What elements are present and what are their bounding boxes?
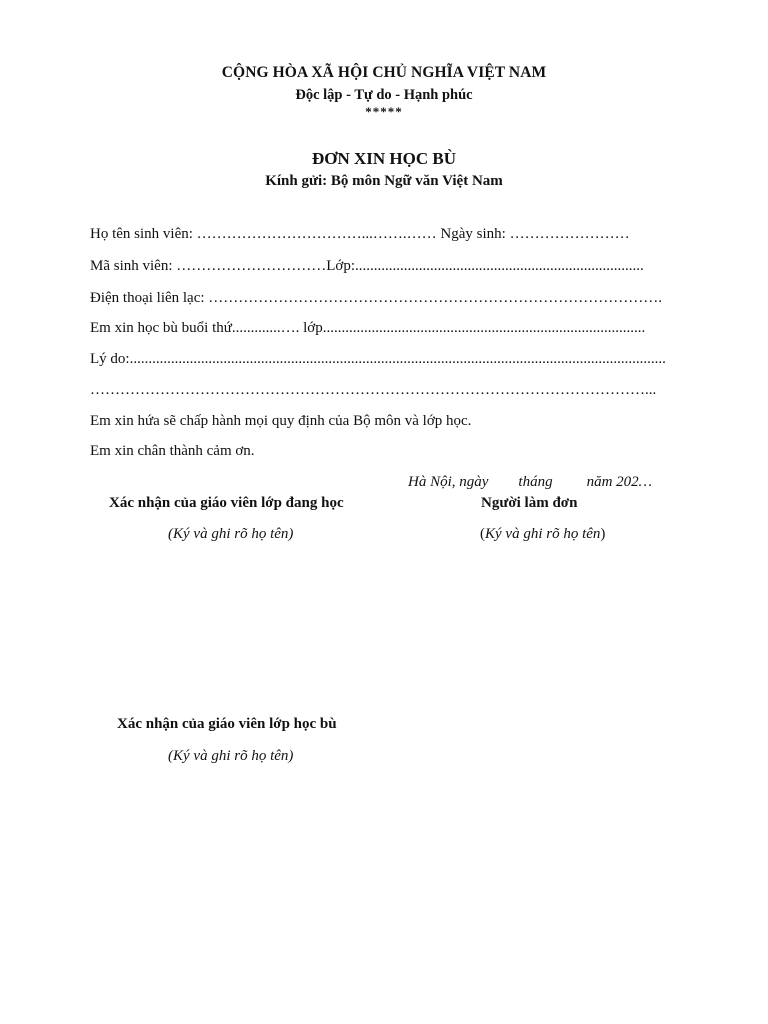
form-recipient: Kính gửi: Bộ môn Ngữ văn Việt Nam [265,173,503,189]
applicant-note-open: ( [480,526,485,542]
current-teacher-confirmation: Xác nhận của giáo viên lớp đang học [109,495,344,511]
field-makeup-session: Em xin học bù buổi thứ.............…. lớp...................................................................................... [90,320,646,336]
form-title: ĐƠN XIN HỌC BÙ [311,149,457,168]
date-year: năm 202… [586,474,653,490]
current-teacher-sign-note: (Ký và ghi rõ họ tên) [168,526,294,542]
field-student-name-dob: Họ tên sinh viên: ……………………………...…….…… Ngày sinh: …………………… [90,226,630,242]
applicant-note-text: Ký và ghi rõ họ tên [485,526,601,542]
header-separator: ***** [365,104,403,119]
date-place-day: Hà Nội, ngày [408,474,489,490]
applicant-note-close: ) [600,526,606,542]
thanks-statement: Em xin chân thành cảm ơn. [90,443,255,459]
applicant-sign-note [480,526,605,543]
field-reason: Lý do:............................................................................................................................................... [90,351,666,367]
applicant-label: Người làm đơn [481,495,578,511]
nation-title: CỘNG HÒA XÃ HỘI CHỦ NGHĨA VIỆT NAM [221,64,547,81]
field-reason-continued: …………………………………………………………………………………………………... [90,382,657,398]
makeup-teacher-confirmation: Xác nhận của giáo viên lớp học bù [117,716,337,732]
field-student-id-class: Mã sinh viên: …………………………Lớp:............................................................................. [90,258,644,274]
date-month: tháng [518,474,553,490]
date-line [408,474,652,491]
pledge-statement: Em xin hứa sẽ chấp hành mọi quy định của Bộ môn và lớp học. [90,413,472,429]
makeup-teacher-sign-note: (Ký và ghi rõ họ tên) [168,748,294,764]
national-motto: Độc lập - Tự do - Hạnh phúc [295,87,473,103]
field-phone: Điện thoại liên lạc: ………………………………………………………………………………. [90,290,663,306]
